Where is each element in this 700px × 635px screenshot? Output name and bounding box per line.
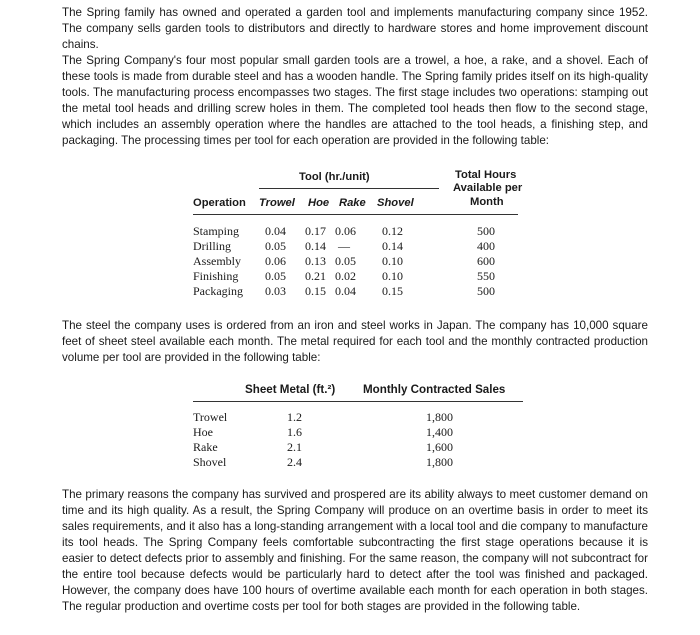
middle-section	[62, 318, 648, 366]
row-rake: 0.05	[335, 254, 356, 268]
total-hours-header-line3: Month	[470, 196, 504, 208]
row-operation: Stamping	[193, 224, 240, 238]
row-metal: 2.4	[287, 455, 302, 469]
row-hoe: 0.21	[305, 269, 326, 283]
row-trowel: 0.03	[265, 284, 286, 298]
row-rake: 0.06	[335, 224, 356, 238]
table2-header-rule	[193, 401, 523, 402]
tool-group-header: Tool (hr./unit)	[299, 171, 370, 183]
col-trowel-header: Trowel	[259, 197, 295, 209]
row-hours: 600	[477, 254, 495, 268]
group-header-rule	[259, 188, 439, 189]
sheet-metal-table	[193, 383, 523, 478]
row-sales: 1,800	[426, 455, 453, 469]
closing-section	[62, 487, 648, 615]
intro-paragraph-1: The Spring family has owned and operated a garden tool and implements manufacturing company since 1952. The company sells garden tools to distributors and directly to hardware stores and home improvement discount chains.	[62, 6, 648, 51]
document-page	[62, 5, 648, 149]
row-operation: Assembly	[193, 254, 241, 268]
row-metal: 1.2	[287, 410, 302, 424]
col-sales-header: Monthly Contracted Sales	[363, 383, 506, 396]
row-hoe: 0.14	[305, 239, 326, 253]
row-sales: 1,600	[426, 440, 453, 454]
row-operation: Packaging	[193, 284, 243, 298]
col-hoe-header: Hoe	[308, 197, 330, 209]
middle-paragraph: The steel the company uses is ordered from an iron and steel works in Japan. The company has 10,000 square feet of sheet steel available each month. The metal required for each tool and the monthly contracted production volume per tool are provided in the following table:	[62, 319, 648, 364]
row-hoe: 0.17	[305, 224, 326, 238]
row-shovel: 0.14	[382, 239, 403, 253]
row-metal: 2.1	[287, 440, 302, 454]
row-sales: 1,800	[426, 410, 453, 424]
row-hoe: 0.13	[305, 254, 326, 268]
row-rake: —	[338, 239, 350, 253]
col-rake-header: Rake	[339, 197, 366, 209]
row-hoe: 0.15	[305, 284, 326, 298]
row-sales: 1,400	[426, 425, 453, 439]
row-trowel: 0.05	[265, 239, 286, 253]
row-hours: 550	[477, 269, 495, 283]
header-bottom-rule	[193, 214, 518, 215]
row-tool: Rake	[193, 440, 218, 454]
row-shovel: 0.15	[382, 284, 403, 298]
total-hours-header-line1: Total Hours	[455, 169, 517, 181]
row-trowel: 0.05	[265, 269, 286, 283]
row-metal: 1.6	[287, 425, 302, 439]
processing-times-table	[193, 169, 523, 301]
row-trowel: 0.04	[265, 224, 286, 238]
row-hours: 500	[477, 224, 495, 238]
row-rake: 0.04	[335, 284, 356, 298]
row-hours: 500	[477, 284, 495, 298]
row-tool: Trowel	[193, 410, 228, 424]
closing-paragraph: The primary reasons the company has survived and prospered are its ability always to meet customer demand on time and its high quality. As a result, the Spring Company will produce on an overtime basis in order to meet its sales requirements, and it also has a long-standing arrangement with a local tool and die company to manufacture its tool heads. The Spring Company feels comfortable subcontracting the first stage operations because it is easier to detect defects prior to assembly and finishing. For the same reason, the company will not subcontract for the entire tool because defects would be particularly hard to detect after the tool was finished and packaged. However, the company does have 100 hours of overtime available each month for each operation in both stages. The regular production and overtime costs per tool for both stages are provided in the following table.	[62, 488, 648, 613]
row-shovel: 0.12	[382, 224, 403, 238]
row-operation: Drilling	[193, 239, 231, 253]
total-hours-header-line2: Available per	[453, 182, 523, 194]
col-metal-header: Sheet Metal (ft.²)	[245, 383, 336, 396]
row-shovel: 0.10	[382, 254, 403, 268]
col-operation-header: Operation	[193, 197, 246, 209]
row-hours: 400	[477, 239, 495, 253]
intro-paragraph-2: The Spring Company's four most popular small garden tools are a trowel, a hoe, a rake, and a shovel. Each of these tools is made from durable steel and has a wooden handle. The Spring family prides itself on its high-quality tools. The manufacturing process encompasses two stages. The first stage includes two operations: stamping out the metal tool heads and drilling screw holes in them. The completed tool heads then flow to the second stage, which includes an assembly operation where the handles are attached to the tool heads, a finishing step, and packaging. The processing times per tool for each operation are provided in the following table:	[62, 54, 648, 147]
row-tool: Shovel	[193, 455, 227, 469]
row-rake: 0.02	[335, 269, 356, 283]
row-trowel: 0.06	[265, 254, 286, 268]
row-shovel: 0.10	[382, 269, 403, 283]
row-operation: Finishing	[193, 269, 239, 283]
row-tool: Hoe	[193, 425, 213, 439]
col-shovel-header: Shovel	[377, 197, 414, 209]
